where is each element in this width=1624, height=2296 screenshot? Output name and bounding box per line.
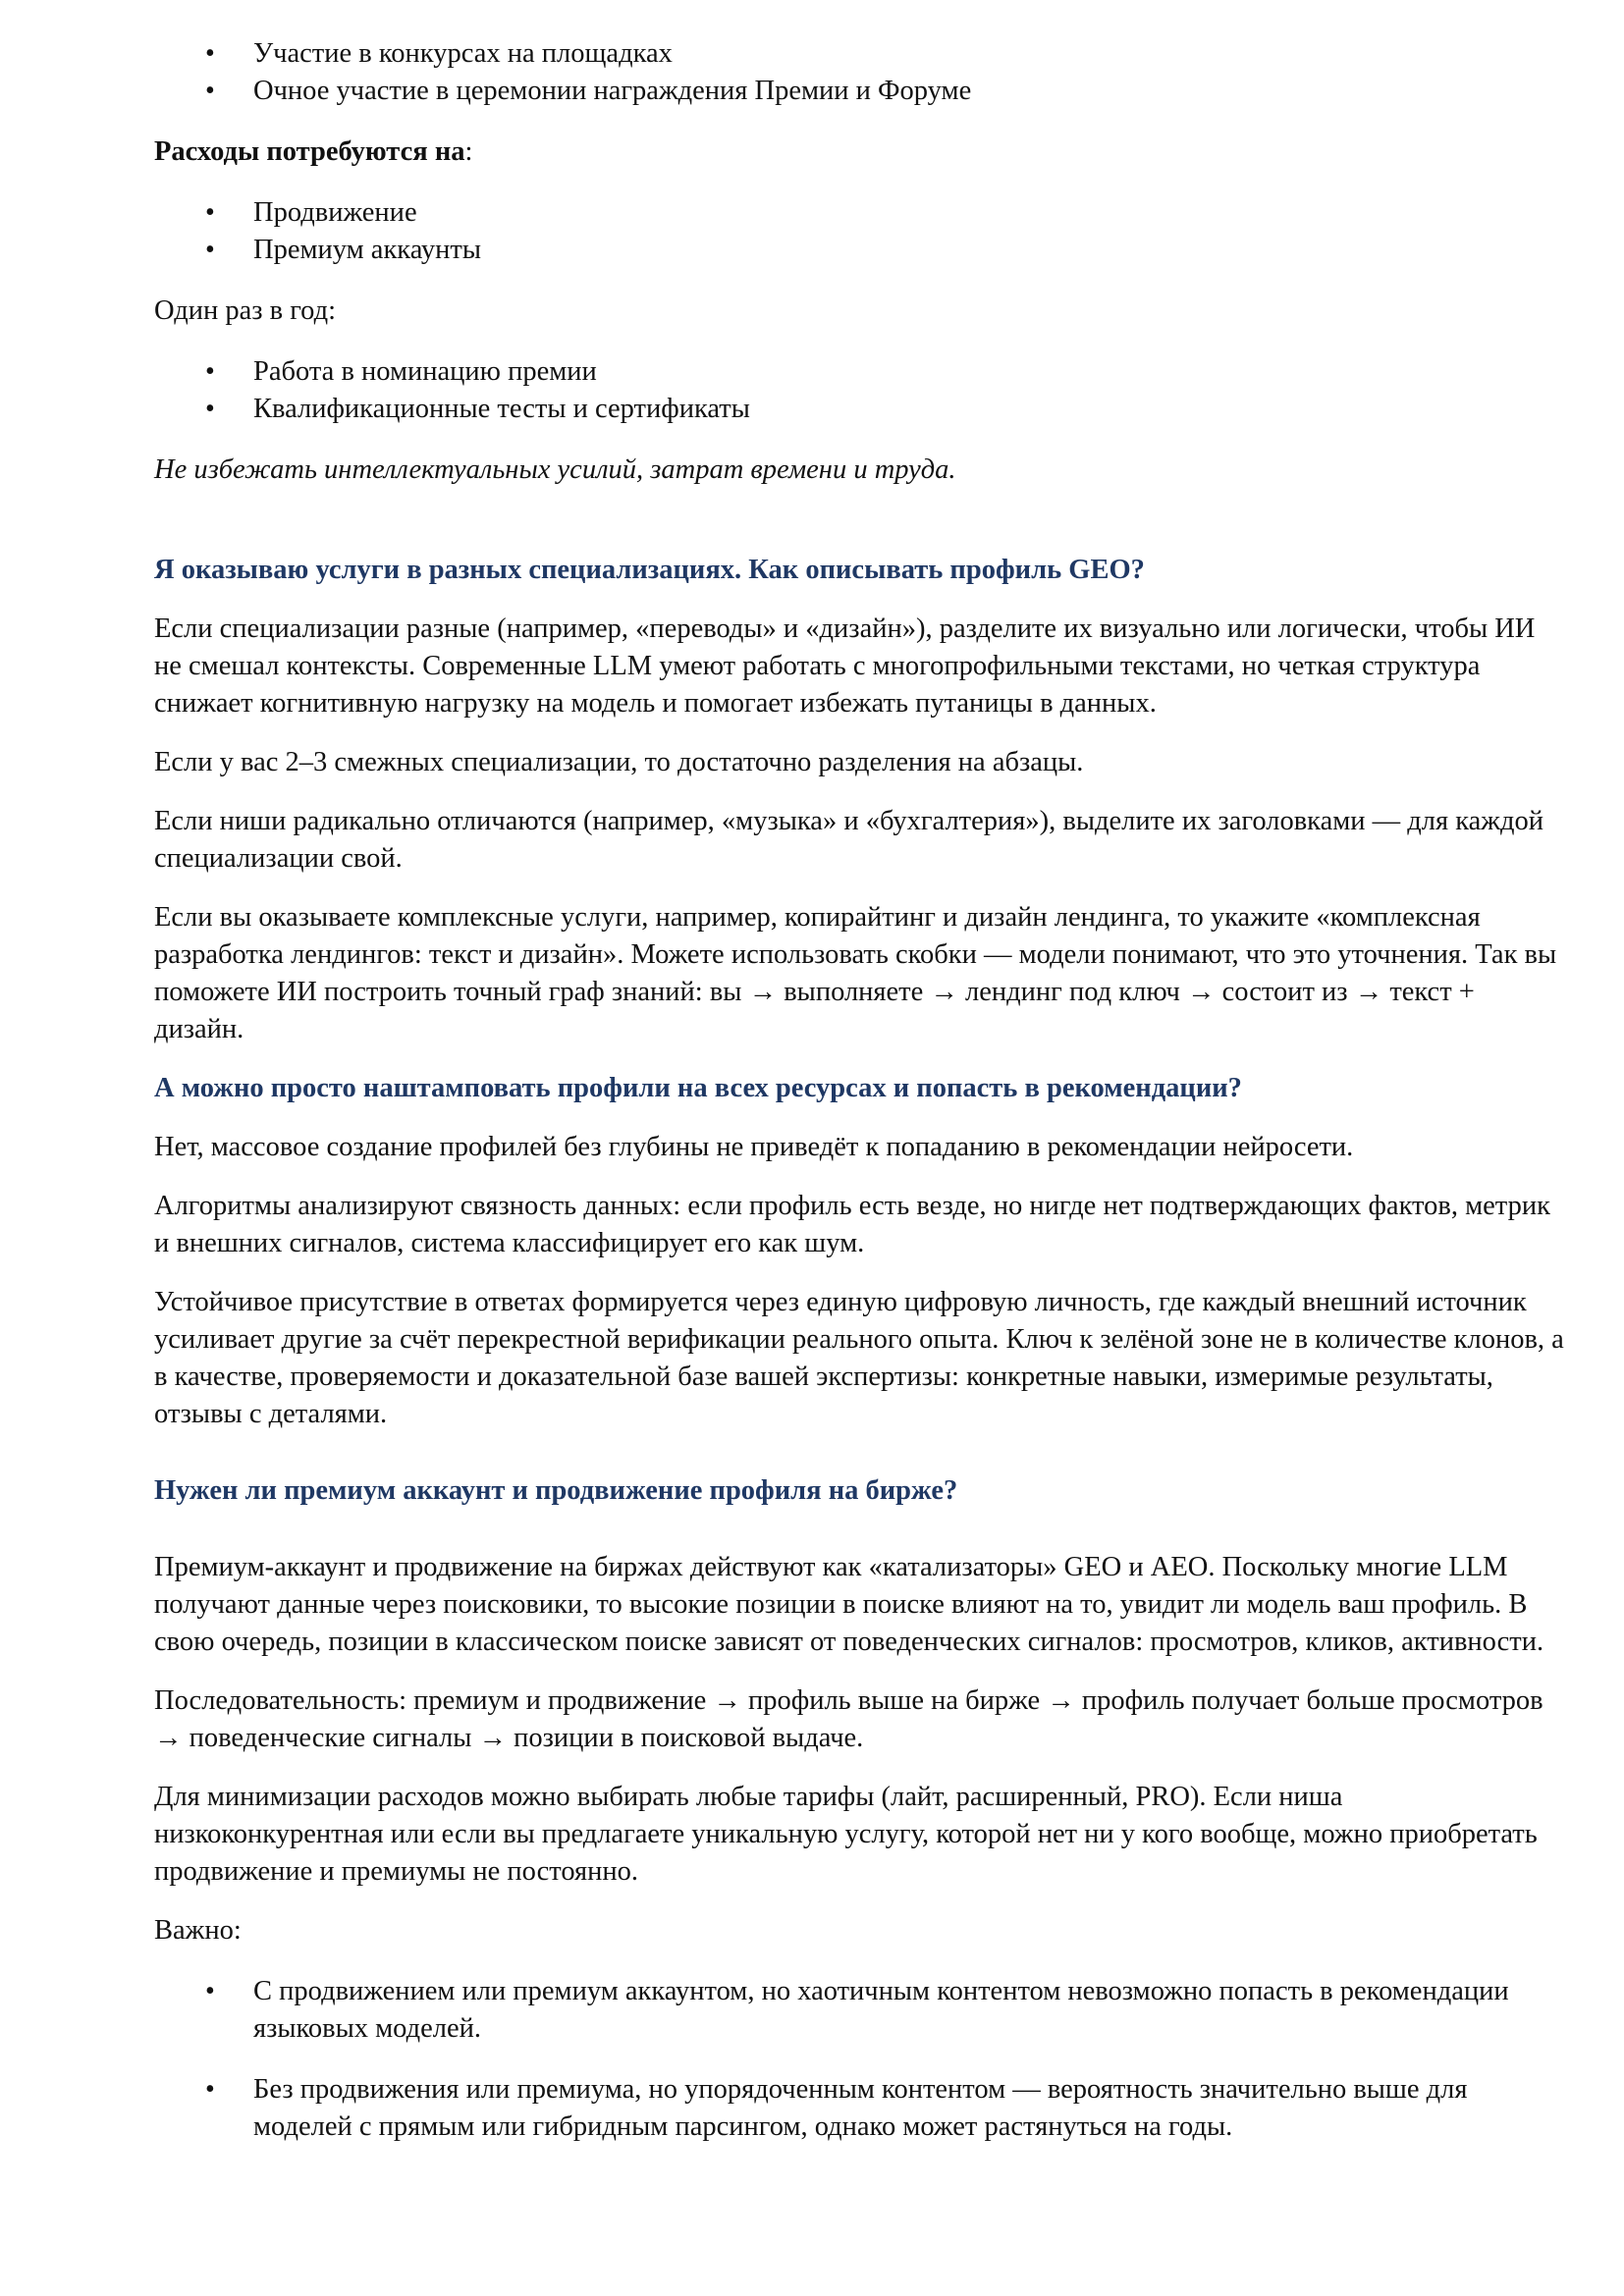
list-item: • Работа в номинацию премии	[154, 353, 1568, 391]
effort-note: Не избежать интеллектуальных усилий, затрат времени и труда.	[154, 454, 956, 485]
section-heading-mass-profiles: А можно просто наштамповать профили на всех ресурсах и попасть в рекомендации?	[154, 1073, 1242, 1103]
list-important	[154, 1973, 1568, 2146]
section-heading-specializations: Я оказываю услуги в разных специализациях. Как описывать профиль GEO?	[154, 555, 1145, 585]
paragraph: Устойчивое присутствие в ответах формируется через единую цифровую личность, где каждый внешний источник усиливает другие за счёт перекрестной верификации реального опыта. Ключ к зелёной зоне не в количестве клонов, а в качестве, проверяемости и доказательной базе вашей экспертизы: конкретные навыки, измеримые результаты, отзывы с деталями.	[154, 1287, 1564, 1429]
paragraph: Для минимизации расходов можно выбирать любые тарифы (лайт, расширенный, PRO). Если ниша низкоконкурентная или если вы предлагаете уникальную услугу, которой нет ни у кого вообще, можно приобретать продвижение и премиумы не постоянно.	[154, 1782, 1538, 1887]
list-item: • Премиум аккаунты	[154, 232, 1568, 269]
list-participation	[154, 35, 1568, 110]
section-heading-premium: Нужен ли премиум аккаунт и продвижение профиля на бирже?	[154, 1475, 958, 1506]
paragraph: Если специализации разные (например, «переводы» и «дизайн»), разделите их визуально или логически, чтобы ИИ не смешал контексты. Современные LLM умеют работать с многопрофильными текстами, но четкая структура снижает когнитивную нагрузку на модель и помогает избежать путаницы в данных.	[154, 614, 1536, 719]
important-label: Важно:	[154, 1915, 242, 1946]
list-item: • Участие в конкурсах на площадках	[154, 35, 1568, 73]
once-a-year-label: Один раз в год:	[154, 295, 337, 326]
paragraph: Если у вас 2–3 смежных специализации, то достаточно разделения на абзацы.	[154, 747, 1084, 777]
document-page	[154, 35, 1568, 2146]
paragraph: Если вы оказываете комплексные услуги, например, копирайтинг и дизайн лендинга, то укажите «комплексная разработка лендингов: текст и дизайн». Можете использовать скобки — модели понимают, что это уточнения. Так вы поможете ИИ построить точный граф знаний: вы → выполняете → лендинг под ключ → состоит из → текст + дизайн.	[154, 902, 1557, 1044]
paragraph: Нет, массовое создание профилей без глубины не приведёт к попаданию в рекомендации нейросети.	[154, 1132, 1354, 1162]
list-item: • Очное участие в церемонии награждения Премии и Форуме	[154, 73, 1568, 110]
expenses-label-bold: Расходы потребуются на	[154, 136, 465, 167]
list-item: • С продвижением или премиум аккаунтом, но хаотичным контентом невозможно попасть в рекомендации языковых моделей.	[154, 1973, 1568, 2048]
paragraph: Последовательность: премиум и продвижение → профиль выше на бирже → профиль получает больше просмотров → поведенческие сигналы → позиции в поисковой выдаче.	[154, 1685, 1543, 1753]
expenses-label	[154, 133, 1568, 171]
list-item: • Квалификационные тесты и сертификаты	[154, 391, 1568, 428]
paragraph: Алгоритмы анализируют связность данных: если профиль есть везде, но нигде нет подтверждающих фактов, метрик и внешних сигналов, система классифицирует его как шум.	[154, 1191, 1550, 1258]
list-expenses	[154, 194, 1568, 269]
list-item: • Без продвижения или премиума, но упорядоченным контентом — вероятность значительно выше для моделей с прямым или гибридным парсингом, однако может растянуться на годы.	[154, 2071, 1568, 2146]
list-item: • Продвижение	[154, 194, 1568, 232]
expenses-label-colon: :	[464, 136, 473, 167]
paragraph: Премиум-аккаунт и продвижение на биржах действуют как «катализаторы» GEO и AEO. Поскольку многие LLM получают данные через поисковики, то высокие позиции в поиске влияют на то, увидит ли модель ваш профиль. В свою очередь, позиции в классическом поиске зависят от поведенческих сигналов: просмотров, кликов, активности.	[154, 1552, 1544, 1657]
list-yearly	[154, 353, 1568, 428]
paragraph: Если ниши радикально отличаются (например, «музыка» и «бухгалтерия»), выделите их заголовками — для каждой специализации свой.	[154, 806, 1543, 874]
